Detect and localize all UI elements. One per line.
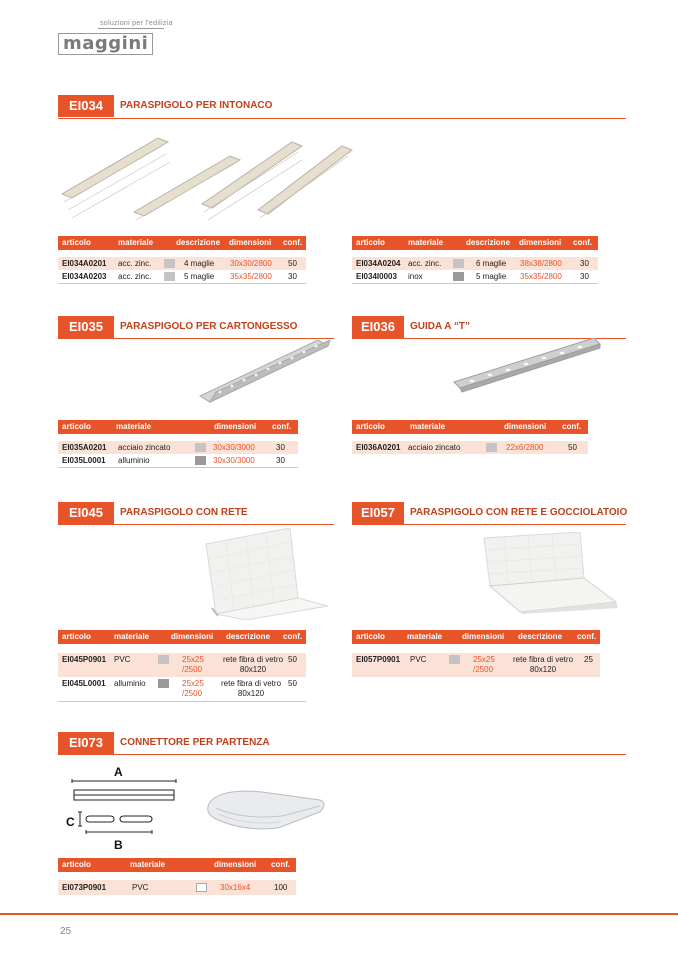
header-materiale: materiale — [116, 422, 152, 431]
table-row — [352, 270, 598, 283]
cell-conf: 50 — [288, 679, 297, 688]
cell-materiale: alluminio — [118, 456, 150, 465]
table-rule — [58, 467, 298, 468]
dim-line-1: 25x25 — [473, 655, 495, 664]
cell-dimensioni: 38x38/2800 — [520, 259, 562, 268]
dim-line-1: 25x25 — [182, 655, 204, 664]
cell-dimensioni: 30x30/2800 — [230, 259, 272, 268]
brand-logo — [58, 33, 153, 55]
header-conf: conf. — [283, 238, 303, 247]
header-dimensioni: dimensioni — [229, 238, 272, 247]
cell-dimensioni — [182, 679, 204, 699]
header-materiale: materiale — [407, 632, 443, 641]
section-code-ei035: EI035 — [58, 316, 114, 338]
cell-articolo: EI034A0201 — [62, 259, 107, 268]
header-materiale: materiale — [410, 422, 446, 431]
cell-dimensioni — [182, 655, 204, 675]
material-swatch — [164, 259, 175, 268]
header-conf: conf. — [577, 632, 597, 641]
cell-materiale: acc. zinc. — [118, 272, 152, 281]
cell-articolo: EI034A0203 — [62, 272, 107, 281]
header-articolo: articolo — [356, 632, 385, 641]
section-title-ei036: GUIDA A “T” — [410, 321, 470, 332]
section-code-ei036: EI036 — [352, 316, 404, 338]
material-swatch — [453, 272, 464, 281]
section-title-ei057: PARASPIGOLO CON RETE E GOCCIOLATOIO — [410, 507, 628, 518]
table-row — [58, 454, 298, 467]
cell-articolo: EI073P0901 — [62, 883, 107, 892]
header-articolo: articolo — [62, 860, 91, 869]
cell-materiale: acc. zinc. — [118, 259, 152, 268]
product-image-ei035 — [196, 340, 332, 404]
cell-descrizione — [220, 655, 286, 675]
cell-descrizione: 6 maglie — [476, 259, 507, 268]
cell-materiale: alluminio — [114, 679, 146, 688]
cell-conf: 50 — [288, 259, 297, 268]
cell-materiale: inox — [408, 272, 423, 281]
logo-tagline: soluzioni per l'edilizia — [100, 20, 173, 27]
material-swatch — [196, 883, 207, 892]
cell-articolo: EI035L0001 — [62, 456, 106, 465]
desc-line-1: rete fibra di vetro — [512, 655, 574, 664]
section-code-ei034: EI034 — [58, 95, 114, 117]
table-row — [58, 257, 306, 270]
table-header — [58, 858, 296, 872]
cell-conf: 30 — [580, 272, 589, 281]
table-ei045 — [58, 630, 306, 702]
material-swatch — [195, 456, 206, 465]
material-swatch — [158, 655, 169, 664]
cell-articolo: EI057P0901 — [356, 655, 401, 664]
cell-dimensioni: 30x16x4 — [220, 883, 251, 892]
logo-rule — [98, 28, 164, 29]
table-row — [58, 880, 296, 895]
table-rule — [58, 283, 306, 284]
table-row — [58, 653, 306, 677]
table-header — [352, 420, 588, 434]
header-articolo: articolo — [62, 632, 91, 641]
header-descrizione: descrizione — [466, 238, 511, 247]
desc-line-2: 80x120 — [239, 665, 267, 674]
cell-conf: 30 — [580, 259, 589, 268]
header-descrizione: descrizione — [518, 632, 563, 641]
material-swatch — [158, 679, 169, 688]
cell-materiale: acciaio zincato — [408, 443, 461, 452]
cell-dimensioni: 30x30/3000 — [213, 456, 255, 465]
table-row — [58, 270, 306, 283]
table-row — [58, 441, 298, 454]
cell-descrizione: 5 maglie — [184, 272, 215, 281]
connector-diagram — [66, 776, 182, 840]
section-title-ei073: CONNETTORE PER PARTENZA — [120, 737, 270, 748]
section-code-ei045: EI045 — [58, 502, 114, 524]
section-title-ei045: PARASPIGOLO CON RETE — [120, 507, 248, 518]
cell-descrizione: 4 maglie — [184, 259, 215, 268]
cell-articolo: EI035A0201 — [62, 443, 107, 452]
section-rule — [58, 338, 334, 339]
table-header — [58, 420, 298, 434]
cell-dimensioni: 35x35/2800 — [230, 272, 272, 281]
cell-descrizione: 5 maglie — [476, 272, 507, 281]
cell-conf: 30 — [288, 272, 297, 281]
section-code-ei057: EI057 — [352, 502, 404, 524]
cell-conf: 50 — [568, 443, 577, 452]
header-dimensioni: dimensioni — [462, 632, 505, 641]
section-code-ei073: EI073 — [58, 732, 114, 754]
table-ei057 — [352, 630, 600, 677]
header-conf: conf. — [573, 238, 593, 247]
table-ei035 — [58, 420, 298, 468]
header-articolo: articolo — [62, 422, 91, 431]
page-number: 25 — [60, 926, 72, 937]
table-row — [352, 257, 598, 270]
material-swatch — [453, 259, 464, 268]
cell-descrizione — [218, 679, 284, 699]
dim-line-2: /2500 — [182, 665, 203, 674]
desc-line-1: rete fibra di vetro — [222, 655, 284, 664]
cell-materiale: acc. zinc. — [408, 259, 442, 268]
cell-articolo: EI034A0204 — [356, 259, 401, 268]
header-descrizione: descrizione — [176, 238, 221, 247]
product-image-ei057 — [480, 532, 620, 614]
table-ei034-left — [58, 236, 306, 284]
table-header — [58, 236, 306, 250]
diagram-label-b: B — [114, 838, 123, 852]
table-ei034-right — [352, 236, 598, 284]
header-dimensioni: dimensioni — [214, 860, 257, 869]
cell-articolo: EI036A0201 — [356, 443, 401, 452]
header-conf: conf. — [271, 860, 291, 869]
table-ei036 — [352, 420, 588, 454]
cell-articolo: EI034I0003 — [356, 272, 397, 281]
product-image-ei045 — [200, 528, 330, 620]
table-header — [58, 630, 306, 644]
header-dimensioni: dimensioni — [504, 422, 547, 431]
material-swatch — [164, 272, 175, 281]
section-rule — [58, 524, 334, 525]
diagram-label-c: C — [66, 815, 75, 829]
header-dimensioni: dimensioni — [214, 422, 257, 431]
cell-materiale: PVC — [410, 655, 427, 664]
cell-materiale: PVC — [132, 883, 149, 892]
header-articolo: articolo — [62, 238, 91, 247]
desc-line-2: 80x120 — [529, 665, 557, 674]
section-rule — [58, 118, 626, 119]
logo-brand: maggini — [63, 33, 149, 54]
table-row — [352, 441, 588, 454]
table-rule — [58, 701, 306, 702]
product-image-ei036 — [452, 338, 602, 394]
dim-line-2: /2500 — [473, 665, 494, 674]
cell-conf: 30 — [276, 456, 285, 465]
material-swatch — [195, 443, 206, 452]
cell-dimensioni — [473, 655, 495, 675]
table-row — [58, 677, 306, 701]
cell-conf: 25 — [584, 655, 593, 664]
desc-line-1: rete fibra di vetro — [220, 679, 282, 688]
header-dimensioni: dimensioni — [519, 238, 562, 247]
product-image-ei034 — [62, 132, 362, 222]
desc-line-2: 80x120 — [237, 689, 265, 698]
header-descrizione: descrizione — [226, 632, 271, 641]
section-title-ei035: PARASPIGOLO PER CARTONGESSO — [120, 321, 298, 332]
header-materiale: materiale — [118, 238, 154, 247]
cell-articolo: EI045L0001 — [62, 679, 106, 688]
section-rule — [58, 754, 626, 755]
header-dimensioni: dimensioni — [171, 632, 214, 641]
material-swatch — [486, 443, 497, 452]
product-image-ei073 — [202, 784, 330, 834]
cell-conf: 30 — [276, 443, 285, 452]
table-rule — [352, 283, 598, 284]
cell-descrizione — [508, 655, 578, 675]
material-swatch — [449, 655, 460, 664]
table-row — [352, 653, 600, 677]
dim-line-1: 25x25 — [182, 679, 204, 688]
header-materiale: materiale — [130, 860, 166, 869]
diagram-label-a: A — [114, 765, 123, 779]
header-conf: conf. — [562, 422, 582, 431]
header-materiale: materiale — [408, 238, 444, 247]
cell-conf: 100 — [274, 883, 288, 892]
table-header — [352, 236, 598, 250]
header-materiale: materiale — [114, 632, 150, 641]
header-articolo: articolo — [356, 238, 385, 247]
header-conf: conf. — [272, 422, 292, 431]
cell-dimensioni: 22x6/2800 — [506, 443, 544, 452]
header-articolo: articolo — [356, 422, 385, 431]
footer-rule — [0, 913, 678, 915]
section-rule — [352, 524, 626, 525]
cell-conf: 50 — [288, 655, 297, 664]
header-conf: conf. — [283, 632, 303, 641]
cell-dimensioni: 35x35/2800 — [520, 272, 562, 281]
dim-line-2: /2500 — [182, 689, 203, 698]
cell-articolo: EI045P0901 — [62, 655, 107, 664]
table-header — [352, 630, 600, 644]
cell-materiale: PVC — [114, 655, 131, 664]
cell-dimensioni: 30x30/3000 — [213, 443, 255, 452]
cell-materiale: acciaio zincato — [118, 443, 171, 452]
table-ei073 — [58, 858, 296, 895]
section-title-ei034: PARASPIGOLO PER INTONACO — [120, 100, 273, 111]
